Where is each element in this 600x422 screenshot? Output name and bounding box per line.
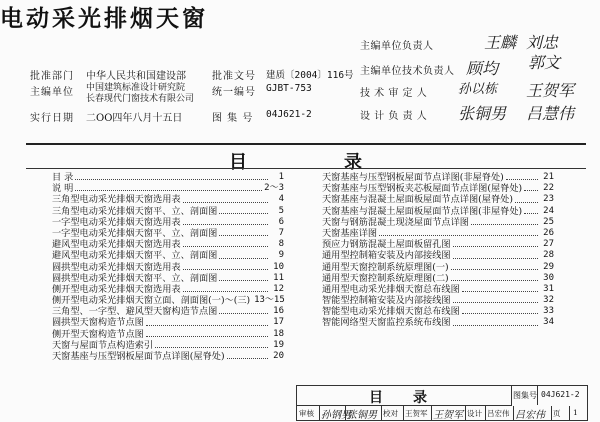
toc-entry-page: 33 xyxy=(543,306,554,317)
toc-entry xyxy=(52,329,284,340)
editor-label: 主编单位 xyxy=(30,87,74,98)
title-block-char: 录 xyxy=(413,390,427,406)
toc-entry-title: 天窗与屋面节点构造索引 xyxy=(52,339,154,351)
toc-entry xyxy=(52,217,284,228)
toc-entry xyxy=(52,284,284,295)
toc-entry-page: 24 xyxy=(543,205,554,216)
toc-entry-page: 26 xyxy=(543,227,554,238)
toc-entry-page: 23 xyxy=(543,194,554,205)
toc-entry-page: 2～3 xyxy=(264,183,284,194)
toc-leader-dots xyxy=(453,239,538,247)
toc-leader-dots xyxy=(75,172,268,180)
cell-divider xyxy=(569,406,570,420)
toc-leader-dots xyxy=(183,239,268,247)
unified-number-value: GJBT-753 xyxy=(266,83,312,94)
toc-leader-dots xyxy=(524,183,538,191)
toc-leader-dots xyxy=(462,306,538,314)
cell-divider xyxy=(319,406,320,420)
toc-entry xyxy=(322,295,554,306)
signature: 吕宏伟 xyxy=(515,410,545,421)
title-block-cell: 页 xyxy=(553,409,561,418)
toc-entry-title: 通用型天窗控制系统原理图(一) xyxy=(322,261,449,273)
date-value: 二OO四年八月十五日 xyxy=(86,113,183,124)
atlas-number-label: 图 集 号 xyxy=(212,113,254,124)
responsible-row xyxy=(360,84,427,99)
toc-entry-page: 29 xyxy=(543,261,554,272)
toc-entry-page: 13～15 xyxy=(254,295,285,306)
toc-entry xyxy=(52,273,284,284)
toc-entry-page: 11 xyxy=(273,272,284,283)
toc-entry xyxy=(322,273,554,284)
toc-entry-title: 智能型控制箱安装及内部接线图 xyxy=(322,295,451,307)
responsible-row xyxy=(360,62,455,77)
title-block-cell: 校对 xyxy=(383,409,398,418)
toc-entry-title: 通用型电动采光排烟天窗总布线图 xyxy=(322,283,460,295)
date-row xyxy=(30,109,346,124)
toc-entry-title: 天窗基座与混凝土屋面板屋面节点详图(非屋脊处) xyxy=(322,205,523,217)
editor-value-2: 长春现代门窗技术有限公司 xyxy=(86,94,195,104)
toc-leader-dots xyxy=(453,250,538,258)
toc-leader-dots xyxy=(146,329,268,337)
toc-entry-title: 通用型天窗控制系统原理图(二) xyxy=(322,272,449,284)
toc-entry-title: 天窗基座与压型钢板夹芯板屋面节点详图(屋脊处) xyxy=(322,183,523,195)
toc-leader-dots xyxy=(75,183,262,191)
toc-entry-page: 12 xyxy=(273,283,284,294)
date-label: 实行日期 xyxy=(30,113,74,124)
signature: 郭文 xyxy=(528,53,561,72)
toc-entry-page: 8 xyxy=(278,239,284,250)
signature: 吕慧伟 xyxy=(526,104,575,123)
toc-entry-page: 21 xyxy=(543,172,554,182)
toc-entry xyxy=(322,217,554,228)
toc-leader-dots xyxy=(183,217,268,225)
toc-entry-title: 避风型电动采光排烟天窗平、立、剖面图 xyxy=(52,250,218,262)
title-block-cell: 吕宏伟 xyxy=(487,409,510,418)
toc-entry-title: 圆拱型电动采光排烟天窗选用表 xyxy=(52,261,181,273)
atlas-title: 电动采光排烟天窗 xyxy=(0,6,208,32)
toc-entry-title: 三角型电动采光排烟天窗选用表 xyxy=(52,194,181,206)
toc-entry xyxy=(52,183,284,194)
cell-divider xyxy=(381,406,382,420)
toc-entry-title: 一字型电动采光排烟天窗平、立、剖面图 xyxy=(52,227,218,239)
cell-divider xyxy=(485,406,486,420)
toc-left-column xyxy=(52,172,284,362)
toc-entry-title: 通用型控制箱安装及内部接线图 xyxy=(322,250,451,262)
toc-leader-dots xyxy=(453,317,538,325)
toc-entry xyxy=(52,306,284,317)
toc-leader-dots xyxy=(219,273,268,281)
cell-divider xyxy=(513,406,514,420)
toc-entry-page: 17 xyxy=(273,317,284,328)
toc-entry-title: 天窗基座与压型钢板屋面节点详图(屋脊处) xyxy=(52,351,225,362)
atlas-number-label: 图集号 xyxy=(513,391,537,400)
signature: 张铜男 xyxy=(347,410,377,421)
toc-entry-page: 30 xyxy=(543,272,554,283)
toc-entry-title: 预应力钢筋混凝土屋面板留孔图 xyxy=(322,239,451,251)
toc-entry xyxy=(322,239,554,250)
toc-entry-page: 28 xyxy=(543,250,554,261)
signature: 王贺军 xyxy=(526,81,575,100)
toc-leader-dots xyxy=(451,262,538,270)
toc-entry xyxy=(322,172,554,183)
signature: 王贺军 xyxy=(433,410,463,421)
toc-entry xyxy=(52,262,284,273)
toc-entry-page: 20 xyxy=(273,351,284,361)
approval-doc-label: 批准文号 xyxy=(212,71,256,82)
toc-entry-title: 一字型电动采光排烟天窗选用表 xyxy=(52,216,181,228)
toc-entry-title: 三角型、一字型、避风型天窗构造节点图 xyxy=(52,306,218,318)
toc-leader-dots xyxy=(524,206,538,214)
title-block-name xyxy=(297,386,512,406)
toc-entry-page: 9 xyxy=(278,250,284,261)
title-block-cell: 王贺军 xyxy=(405,409,428,418)
signature: 顾均 xyxy=(466,59,499,78)
toc-entry-page: 5 xyxy=(278,205,284,216)
atlas-number-value: 04J621-2 xyxy=(541,390,580,399)
toc-entry-page: 4 xyxy=(278,194,284,205)
title-block-cell: 1 xyxy=(573,408,578,417)
approval-row xyxy=(30,67,354,82)
approval-dept-value: 中华人民共和国建设部 xyxy=(86,71,186,82)
cell-divider xyxy=(465,406,466,420)
responsible-label: 设 计 负 责 人 xyxy=(360,111,428,122)
responsible-label: 技 术 审 定 人 xyxy=(360,88,428,99)
toc-entry-title: 侧开型电动采光排烟天窗选用表 xyxy=(52,283,181,295)
signature: 孙以栋 xyxy=(458,82,498,97)
toc-entry xyxy=(52,239,284,250)
toc-leader-dots xyxy=(183,284,268,292)
toc-entry-page: 6 xyxy=(278,216,284,227)
toc-entry-title: 天窗基座详图 xyxy=(322,227,378,239)
toc-entry-page: 32 xyxy=(543,295,554,306)
approval-dept-label: 批准部门 xyxy=(30,71,74,82)
toc-entry xyxy=(322,183,554,194)
signature: 孙钢男 xyxy=(321,410,351,421)
approval-doc-value: 建质〔2004〕116号 xyxy=(266,70,354,81)
title-block-signature-row xyxy=(297,406,587,420)
toc-entry-title: 智能网络型天窗监控系统布线图 xyxy=(322,317,451,329)
responsible-row xyxy=(360,37,434,52)
signature: 王麟 xyxy=(484,33,517,52)
cell-divider xyxy=(403,406,404,420)
toc-entry xyxy=(52,172,284,183)
toc-leader-dots xyxy=(451,273,538,281)
toc-leader-dots xyxy=(515,194,538,202)
toc-entry-page: 31 xyxy=(543,283,554,294)
toc-entry-title: 说 明 xyxy=(52,183,74,195)
cell-divider xyxy=(551,406,552,420)
toc-entry-page: 27 xyxy=(543,239,554,250)
toc-entry xyxy=(52,317,284,328)
toc-entry-page: 7 xyxy=(278,227,284,238)
toc-heading-char: 录 xyxy=(344,152,362,173)
toc-leader-dots xyxy=(219,206,268,214)
title-block-cell: 设计 xyxy=(467,409,482,418)
toc-entry xyxy=(52,206,284,217)
toc-entry-title: 圆拱型电动采光排烟天窗平、立、剖面图 xyxy=(52,272,218,284)
cell-divider xyxy=(431,406,432,420)
toc-leader-dots xyxy=(506,172,538,180)
toc-entry-title: 天窗基座与压型钢板屋面节点详图(非屋脊处) xyxy=(322,172,504,183)
toc-entry xyxy=(322,284,554,295)
header-divider xyxy=(26,143,586,145)
atlas-number-value: 04J621-2 xyxy=(266,109,312,120)
toc-entry-page: 10 xyxy=(273,261,284,272)
toc-leader-dots xyxy=(183,262,268,270)
toc-leader-dots xyxy=(183,194,268,202)
toc-entry-page: 34 xyxy=(543,317,554,328)
toc-leader-dots xyxy=(227,351,268,359)
toc-entry xyxy=(52,351,284,362)
toc-entry-title: 目 录 xyxy=(52,172,74,183)
toc-entry xyxy=(52,194,284,205)
responsible-row xyxy=(360,107,427,122)
unified-number-label: 统一编号 xyxy=(212,87,256,98)
toc-leader-dots xyxy=(155,340,268,348)
toc-leader-dots xyxy=(219,306,268,314)
toc-leader-dots xyxy=(462,284,538,292)
toc-entry-title: 智能型电动采光排烟天窗总布线图 xyxy=(322,306,460,318)
toc-entry-title: 避风型电动采光排烟天窗选用表 xyxy=(52,239,181,251)
toc-entry xyxy=(322,306,554,317)
responsible-label: 主编单位技术负责人 xyxy=(360,66,455,77)
signature: 张铜男 xyxy=(458,104,507,123)
toc-entry-title: 侧开型电动采光排烟天窗立面、剖面图(一)～(三) xyxy=(52,295,251,307)
signature: 刘忠 xyxy=(526,33,559,52)
cell-divider xyxy=(345,406,346,420)
toc-entry-title: 三角型电动采光排烟天窗平、立、剖面图 xyxy=(52,205,218,217)
editor-row xyxy=(30,83,346,105)
toc-entry-page: 22 xyxy=(543,183,554,194)
toc-entry xyxy=(322,250,554,261)
toc-entry xyxy=(52,228,284,239)
cell-divider xyxy=(537,386,538,405)
title-block xyxy=(296,385,588,421)
toc-entry-page: 25 xyxy=(543,216,554,227)
toc-entry xyxy=(322,194,554,205)
toc-leader-dots xyxy=(379,228,538,236)
responsible-label: 主编单位负责人 xyxy=(360,41,434,52)
title-block-char: 目 xyxy=(369,390,383,406)
toc-entry-title: 圆拱型天窗构造节点图 xyxy=(52,317,144,329)
toc-entry-page: 19 xyxy=(273,339,284,350)
toc-entry-page: 18 xyxy=(273,328,284,339)
toc-entry xyxy=(322,228,554,239)
toc-entry xyxy=(52,295,284,306)
toc-entry-title: 天窗与钢筋混凝土现浇屋面节点详图 xyxy=(322,216,469,228)
toc-divider xyxy=(26,168,586,169)
toc-entry xyxy=(322,317,554,328)
toc-leader-dots xyxy=(453,295,538,303)
title-block-cell: 审核 xyxy=(299,409,314,418)
toc-leader-dots xyxy=(219,228,268,236)
toc-entry-title: 天窗基座与混凝土屋面板屋面节点详图(屋脊处) xyxy=(322,194,513,206)
toc-entry xyxy=(52,340,284,351)
editor-value-1: 中国建筑标准设计研究院 xyxy=(86,83,186,93)
toc-leader-dots xyxy=(219,250,268,258)
toc-entry xyxy=(322,206,554,217)
toc-right-column xyxy=(322,172,554,329)
toc-entry-page: 1 xyxy=(278,172,284,182)
toc-entry-page: 16 xyxy=(273,306,284,317)
toc-entry xyxy=(52,250,284,261)
editor-values xyxy=(86,83,212,105)
toc-entry-title: 侧开型天窗构造节点图 xyxy=(52,328,144,340)
toc-entry xyxy=(322,262,554,273)
toc-leader-dots xyxy=(471,217,538,225)
toc-heading-char: 目 xyxy=(229,152,247,173)
toc-leader-dots xyxy=(146,317,268,325)
